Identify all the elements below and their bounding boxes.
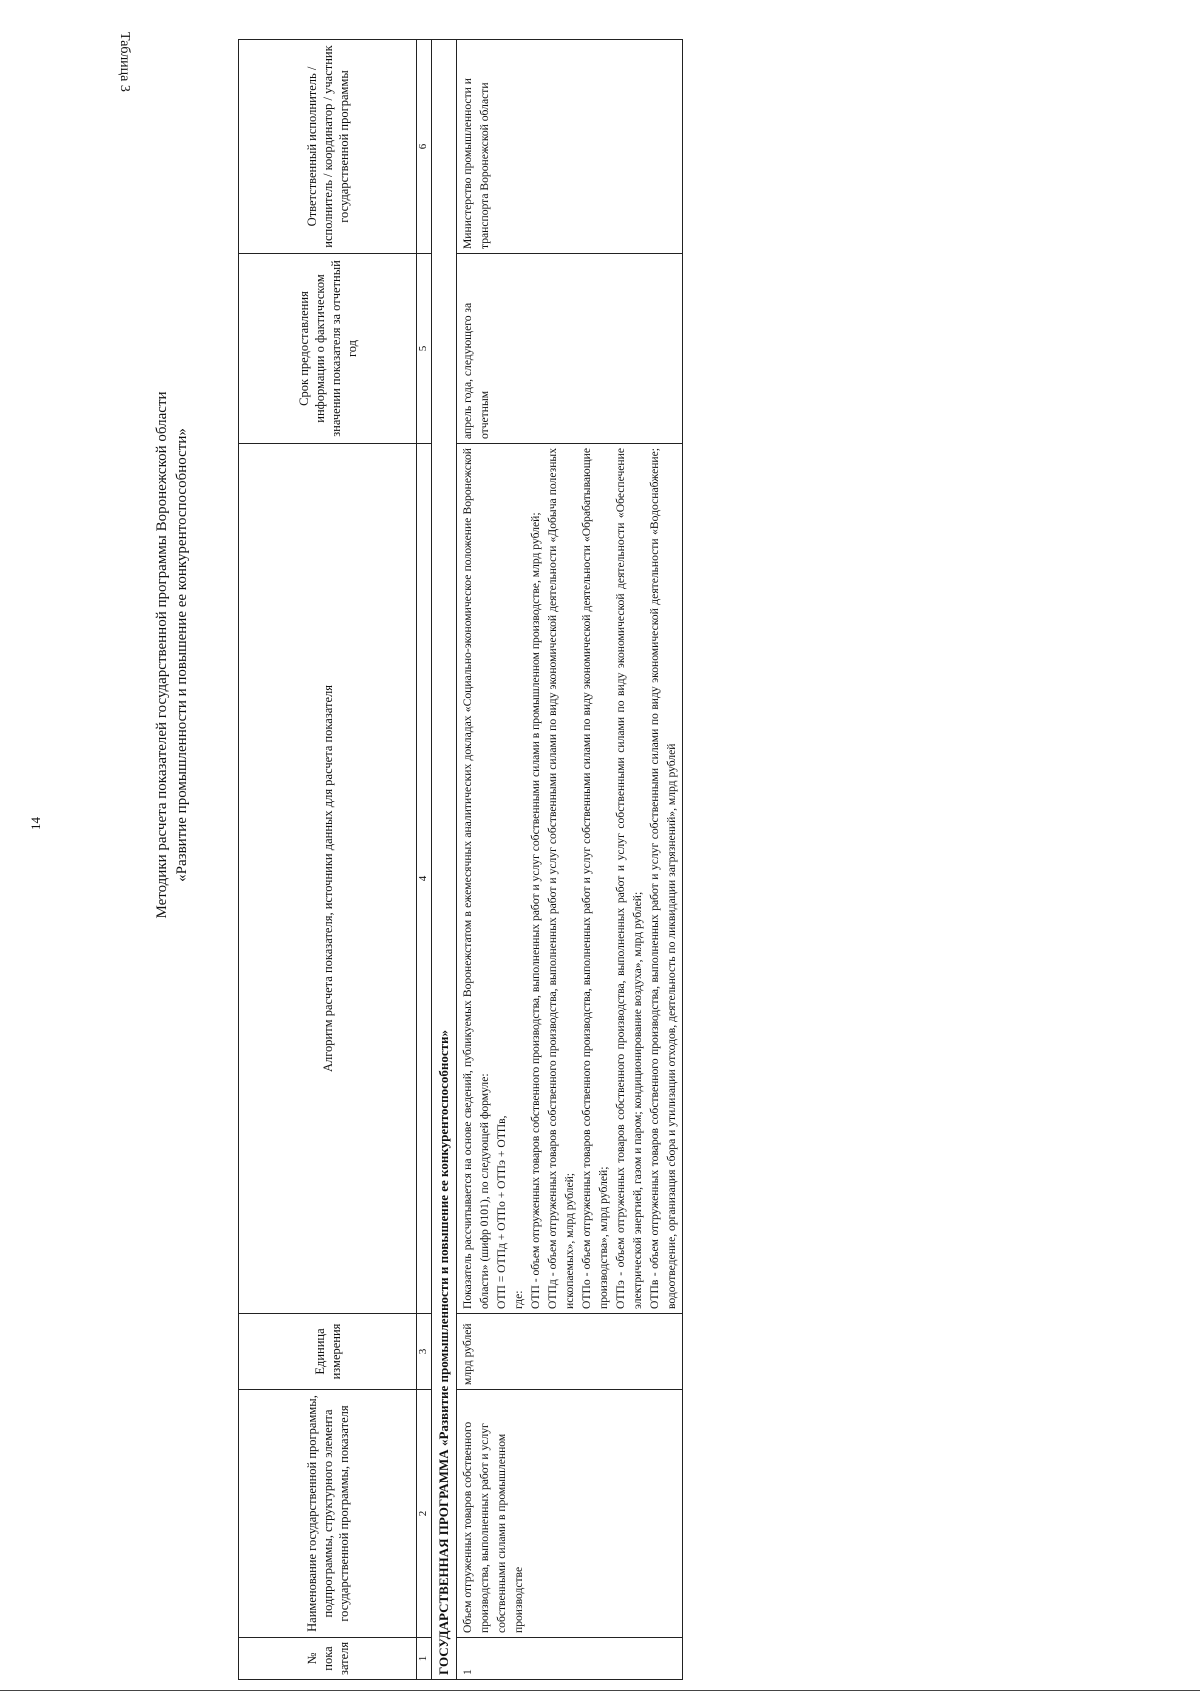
header-row [239, 40, 417, 1680]
document-title [152, 115, 192, 1195]
column-number: 5 [417, 254, 432, 444]
algorithm-paragraph: где: [512, 1290, 525, 1309]
table-row [457, 40, 683, 1680]
header-responsible: Ответственный исполнитель / исполнитель / координатор / участник государственной программы [239, 40, 417, 254]
column-number: 4 [417, 444, 432, 1314]
indicator-number: 1 [457, 1638, 683, 1680]
algorithm-paragraph: Показатель рассчитывается на основе сведений, публикуемых Воронежстатом в ежемесячных аналитических докладах «Социально-экономическое положение Воронежской области» (шифр 0101), по следующей формуле: [461, 448, 491, 1309]
indicator-algorithm [457, 444, 683, 1314]
header-number: № пока зателя [239, 1638, 417, 1680]
document-title-line2: «Развитие промышленности и повышение ее конкурентоспособности» [174, 428, 190, 882]
header-unit: Единица измерения [239, 1314, 417, 1390]
column-number: 2 [417, 1390, 432, 1638]
indicator-unit: млрд рублей [457, 1314, 683, 1390]
section-row [432, 40, 457, 1680]
header-algorithm: Алгоритм расчета показателя, источники данных для расчета показателя [239, 444, 417, 1314]
algorithm-paragraph: ОТПв - объем отгруженных товаров собственного производства, выполненных работ и услуг собственными силами по виду экономической деятельности «Водоснабжение; водоотведение, организация сбора и утилизации отходов, деятельность по ликвидации загрязнений», млрд рублей [648, 448, 678, 1309]
indicator-deadline: апрель года, следующего за отчетным [457, 254, 683, 444]
header-deadline: Срок предоставления информации о фактическом значении показателя за отчетный год [239, 254, 417, 444]
column-numbers-row [417, 40, 432, 1680]
column-number: 3 [417, 1314, 432, 1390]
bottom-rule [0, 1690, 1200, 1691]
indicator-name: Объем отгруженных товаров собственного производства, выполненных работ и услуг собственными силами в промышленном производстве [457, 1390, 683, 1638]
algorithm-formula: ОТП = ОТПд + ОТПо + ОТПэ + ОТПв, [495, 1115, 508, 1309]
column-number: 1 [417, 1638, 432, 1680]
column-number: 6 [417, 40, 432, 254]
algorithm-paragraph: ОТПо - объем отгруженных товаров собственного производства, выполненных работ и услуг собственными силами по виду экономической деятельности «Обрабатывающие производства», млрд рублей; [580, 448, 610, 1309]
table-label: Таблица 3 [117, 32, 132, 92]
methodology-table [238, 39, 683, 1680]
indicator-responsible: Министерство промышленности и транспорта Воронежской области [457, 40, 683, 254]
section-title: ГОСУДАРСТВЕННАЯ ПРОГРАММА «Развитие промышленности и повышение ее конкурентоспособности» [432, 40, 457, 1680]
algorithm-paragraph: ОТПд - объем отгруженных товаров собственного производства, выполненных работ и услуг собственными силами по виду экономической деятельности «Добыча полезных ископаемых», млрд рублей; [546, 448, 576, 1309]
header-name: Наименование государственной программы, подпрограммы, структурного элемента государственной программы, показателя [239, 1390, 417, 1638]
page-number: 14 [28, 817, 43, 830]
methodology-table-container [238, 40, 838, 1680]
algorithm-paragraph: ОТПэ - объем отгруженных товаров собственного производства, выполненных работ и услуг собственными силами по виду экономической деятельности «Обеспечение электрической энергией, газом и паром; кондиционирование воздуха», млрд рублей; [614, 448, 644, 1309]
algorithm-paragraph: ОТП - объем отгруженных товаров собственного производства, выполненных работ и услуг собственными силами в промышленном производстве, млрд рублей; [529, 512, 542, 1309]
document-title-line1: Методики расчета показателей государственной программы Воронежской области [154, 391, 170, 919]
